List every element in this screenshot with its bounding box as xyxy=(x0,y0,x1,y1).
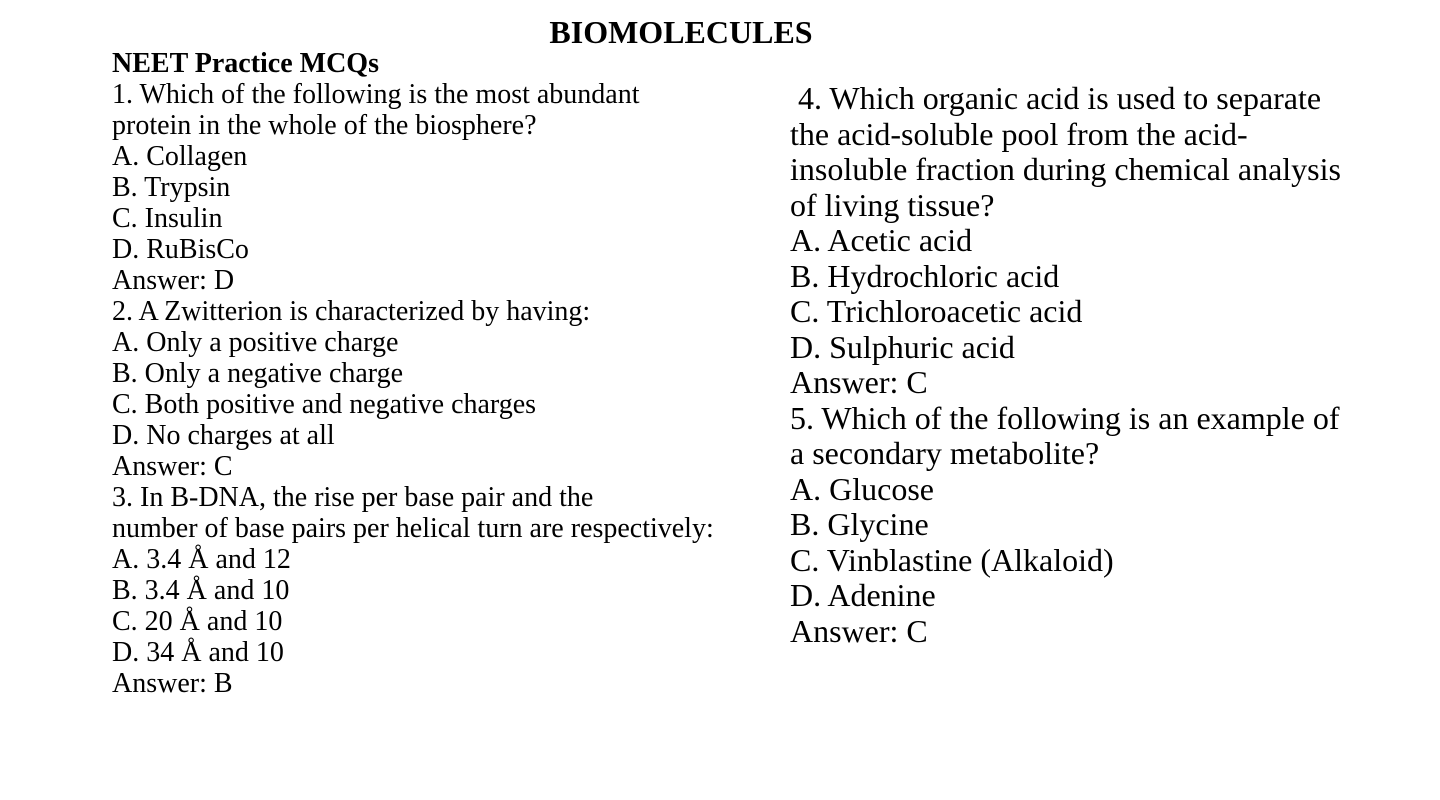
option-line: D. RuBisCo xyxy=(112,234,249,265)
question-text-line: 4. Which organic acid is used to separate xyxy=(790,80,1322,116)
option-line: A. 3.4 Å and 12 xyxy=(112,544,291,575)
question-text-line: 2. A Zwitterion is characterized by having: xyxy=(112,296,591,327)
option-line: A. Collagen xyxy=(112,141,248,172)
option-line: D. Sulphuric acid xyxy=(790,328,1015,365)
answer-line: Answer: C xyxy=(790,364,928,400)
question-text-line: of living tissue? xyxy=(790,186,995,223)
document-subtitle: NEET Practice MCQs xyxy=(112,48,379,79)
option-line: A. Only a positive charge xyxy=(112,327,399,358)
answer-line: Answer: C xyxy=(112,451,233,482)
option-line: D. Adenine xyxy=(790,577,936,613)
option-line: D. No charges at all xyxy=(112,420,335,451)
option-line: B. Only a negative charge xyxy=(112,358,404,389)
question-text-line: the acid-soluble pool from the acid- xyxy=(790,115,1248,152)
option-line: A. Acetic acid xyxy=(790,222,973,258)
question-text-line: number of base pairs per helical turn are respectively: xyxy=(112,513,714,544)
question-block xyxy=(790,81,1390,401)
option-line: C. Insulin xyxy=(112,203,223,234)
option-line: B. Trypsin xyxy=(112,172,231,203)
option-line: D. 34 Å and 10 xyxy=(112,637,284,668)
right-column xyxy=(790,81,1390,649)
answer-line: Answer: D xyxy=(112,265,235,296)
page-title: BIOMOLECULES xyxy=(549,14,813,50)
question-text-line: 5. Which of the following is an example of xyxy=(790,399,1340,436)
question-text-line: protein in the whole of the biosphere? xyxy=(112,110,537,141)
question-text-line: a secondary metabolite? xyxy=(790,435,1100,471)
question-text-line: insoluble fraction during chemical analysis xyxy=(790,151,1341,187)
question-text-line: 3. In B-DNA, the rise per base pair and the xyxy=(112,482,594,513)
question-block xyxy=(790,401,1390,650)
option-line: B. Glycine xyxy=(790,506,929,542)
question-block xyxy=(112,79,772,296)
option-line: B. 3.4 Å and 10 xyxy=(112,575,290,606)
answer-line: Answer: C xyxy=(790,612,928,649)
option-line: C. 20 Å and 10 xyxy=(112,606,283,637)
option-line: C. Trichloroacetic acid xyxy=(790,293,1083,329)
option-line: B. Hydrochloric acid xyxy=(790,257,1060,294)
option-line: C. Both positive and negative charges xyxy=(112,389,537,420)
answer-line: Answer: B xyxy=(112,668,233,699)
option-line: C. Vinblastine (Alkaloid) xyxy=(790,541,1114,578)
question-block xyxy=(112,482,772,699)
left-column xyxy=(112,48,772,699)
option-line: A. Glucose xyxy=(790,470,934,507)
question-block xyxy=(112,296,772,482)
question-text-line: 1. Which of the following is the most abundant xyxy=(112,79,640,110)
